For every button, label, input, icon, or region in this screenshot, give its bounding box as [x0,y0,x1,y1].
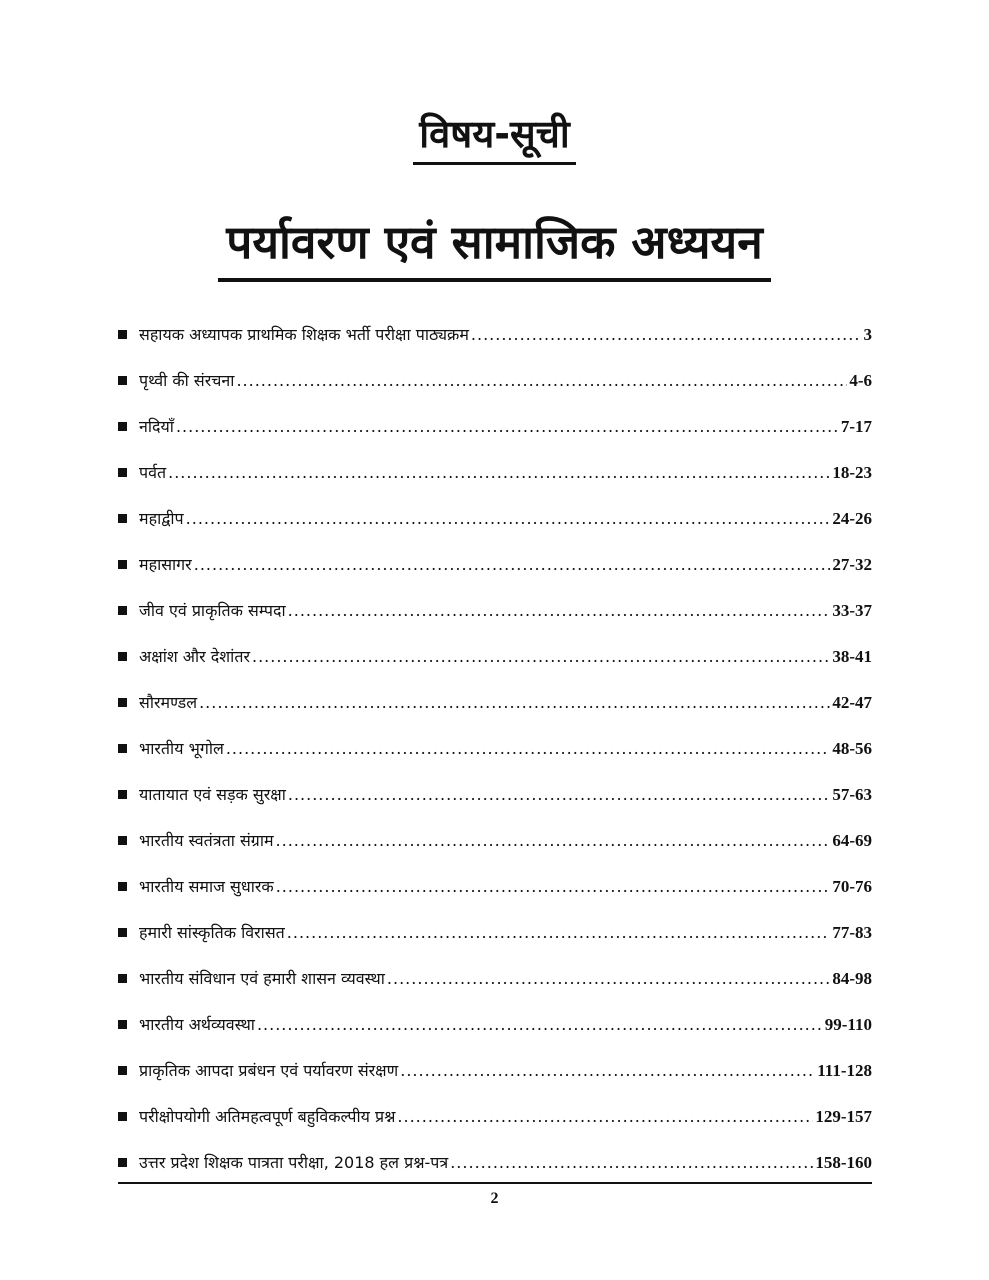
toc-entry [118,772,872,818]
square-bullet-icon [118,974,127,983]
toc-entry-pages: 3 [863,325,872,344]
toc-entry [118,864,872,910]
square-bullet-icon [118,1066,127,1075]
toc-entry-label: महासागर [139,555,192,574]
dot-leader [236,358,847,404]
dot-leader [400,1048,815,1094]
toc-entry [118,1048,872,1094]
toc-entry-pages: 129-157 [815,1107,872,1126]
toc-entry-label: पर्वत [139,463,167,482]
dot-leader [276,864,831,910]
toc-entry-pages: 7-17 [840,417,872,436]
footer-divider [118,1182,872,1184]
square-bullet-icon [118,744,127,753]
toc-entry-pages: 111-128 [817,1061,872,1080]
dot-leader [226,726,831,772]
dot-leader [287,910,831,956]
square-bullet-icon [118,836,127,845]
toc-entry-label: भारतीय समाज सुधारक [139,877,274,896]
page-subtitle: पर्यावरण एवं सामाजिक अध्ययन [218,212,771,282]
toc-entry-pages: 99-110 [824,1015,872,1034]
toc-entry [118,588,872,634]
square-bullet-icon [118,790,127,799]
toc-entry-pages: 42-47 [832,693,872,712]
toc-entry-label: जीव एवं प्राकृतिक सम्पदा [139,601,286,620]
page-number: 2 [490,1190,499,1207]
toc-entry-pages: 158-160 [815,1153,872,1172]
toc-entry [118,634,872,680]
square-bullet-icon [118,1158,127,1167]
toc-entry-label: सौरमण्डल [139,693,198,712]
square-bullet-icon [118,928,127,937]
toc-entry-pages: 57-63 [832,785,872,804]
dot-leader [252,634,830,680]
square-bullet-icon [118,1112,127,1121]
toc-entry-label: प्राकृतिक आपदा प्रबंधन एवं पर्यावरण संरक्षण [139,1061,399,1080]
toc-entry [118,1140,872,1186]
toc-entry-label: भारतीय स्वतंत्रता संग्राम [139,831,274,850]
toc-entry-label: भारतीय अर्थव्यवस्था [139,1015,255,1034]
dot-leader [194,542,831,588]
dot-leader [257,1002,823,1048]
toc-entry-label: महाद्वीप [139,509,184,528]
toc-entry-pages: 24-26 [832,509,872,528]
dot-leader [288,588,831,634]
toc-entry [118,1002,872,1048]
dot-leader [168,450,830,496]
square-bullet-icon [118,652,127,661]
toc-entry-pages: 84-98 [832,969,872,988]
toc-entry [118,312,872,358]
toc-entry [118,818,872,864]
toc-entry [118,450,872,496]
toc-entry [118,358,872,404]
toc-entry-label: परीक्षोपयोगी अतिमहत्वपूर्ण बहुविकल्पीय प्रश्न [139,1107,396,1126]
square-bullet-icon [118,376,127,385]
dot-leader [471,312,862,358]
toc-entry-label: यातायात एवं सड़क सुरक्षा [139,785,286,804]
square-bullet-icon [118,882,127,891]
dot-leader [450,1140,813,1186]
toc-entry-label: उत्तर प्रदेश शिक्षक पात्रता परीक्षा, 2018 हल प्रश्न-पत्र [139,1153,449,1172]
square-bullet-icon [118,1020,127,1029]
toc-entry-label: भारतीय संविधान एवं हमारी शासन व्यवस्था [139,969,385,988]
dot-leader [397,1094,813,1140]
square-bullet-icon [118,560,127,569]
toc-entry [118,910,872,956]
subtitle-container [0,212,989,282]
toc-entry-pages: 64-69 [832,831,872,850]
toc-entry [118,956,872,1002]
page-title: विषय-सूची [413,110,575,165]
toc-entry-pages: 27-32 [832,555,872,574]
square-bullet-icon [118,606,127,615]
toc-entry-pages: 70-76 [832,877,872,896]
square-bullet-icon [118,514,127,523]
dot-leader [186,496,831,542]
toc-entry-label: हमारी सांस्कृतिक विरासत [139,923,285,942]
toc-entry-pages: 4-6 [849,371,872,390]
square-bullet-icon [118,698,127,707]
toc-entry-pages: 18-23 [832,463,872,482]
dot-leader [199,680,830,726]
toc-entry-label: नदियाँ [139,417,174,436]
toc-entry [118,1094,872,1140]
toc-entry [118,680,872,726]
toc-entry-pages: 33-37 [832,601,872,620]
toc-entry-label: सहायक अध्यापक प्राथमिक शिक्षक भर्ती परीक्षा पाठ्यक्रम [139,325,469,344]
dot-leader [176,404,839,450]
toc-entry [118,404,872,450]
toc-entry [118,542,872,588]
square-bullet-icon [118,422,127,431]
toc-entry [118,726,872,772]
toc-entry [118,496,872,542]
table-of-contents [118,312,872,1186]
toc-entry-label: भारतीय भूगोल [139,739,224,758]
dot-leader [288,772,830,818]
dot-leader [276,818,831,864]
toc-entry-label: अक्षांश और देशांतर [139,647,250,666]
square-bullet-icon [118,330,127,339]
toc-entry-pages: 38-41 [832,647,872,666]
square-bullet-icon [118,468,127,477]
toc-entry-label: पृथ्वी की संरचना [139,371,235,390]
toc-entry-pages: 48-56 [832,739,872,758]
title-container [0,110,989,165]
toc-entry-pages: 77-83 [832,923,872,942]
dot-leader [387,956,830,1002]
